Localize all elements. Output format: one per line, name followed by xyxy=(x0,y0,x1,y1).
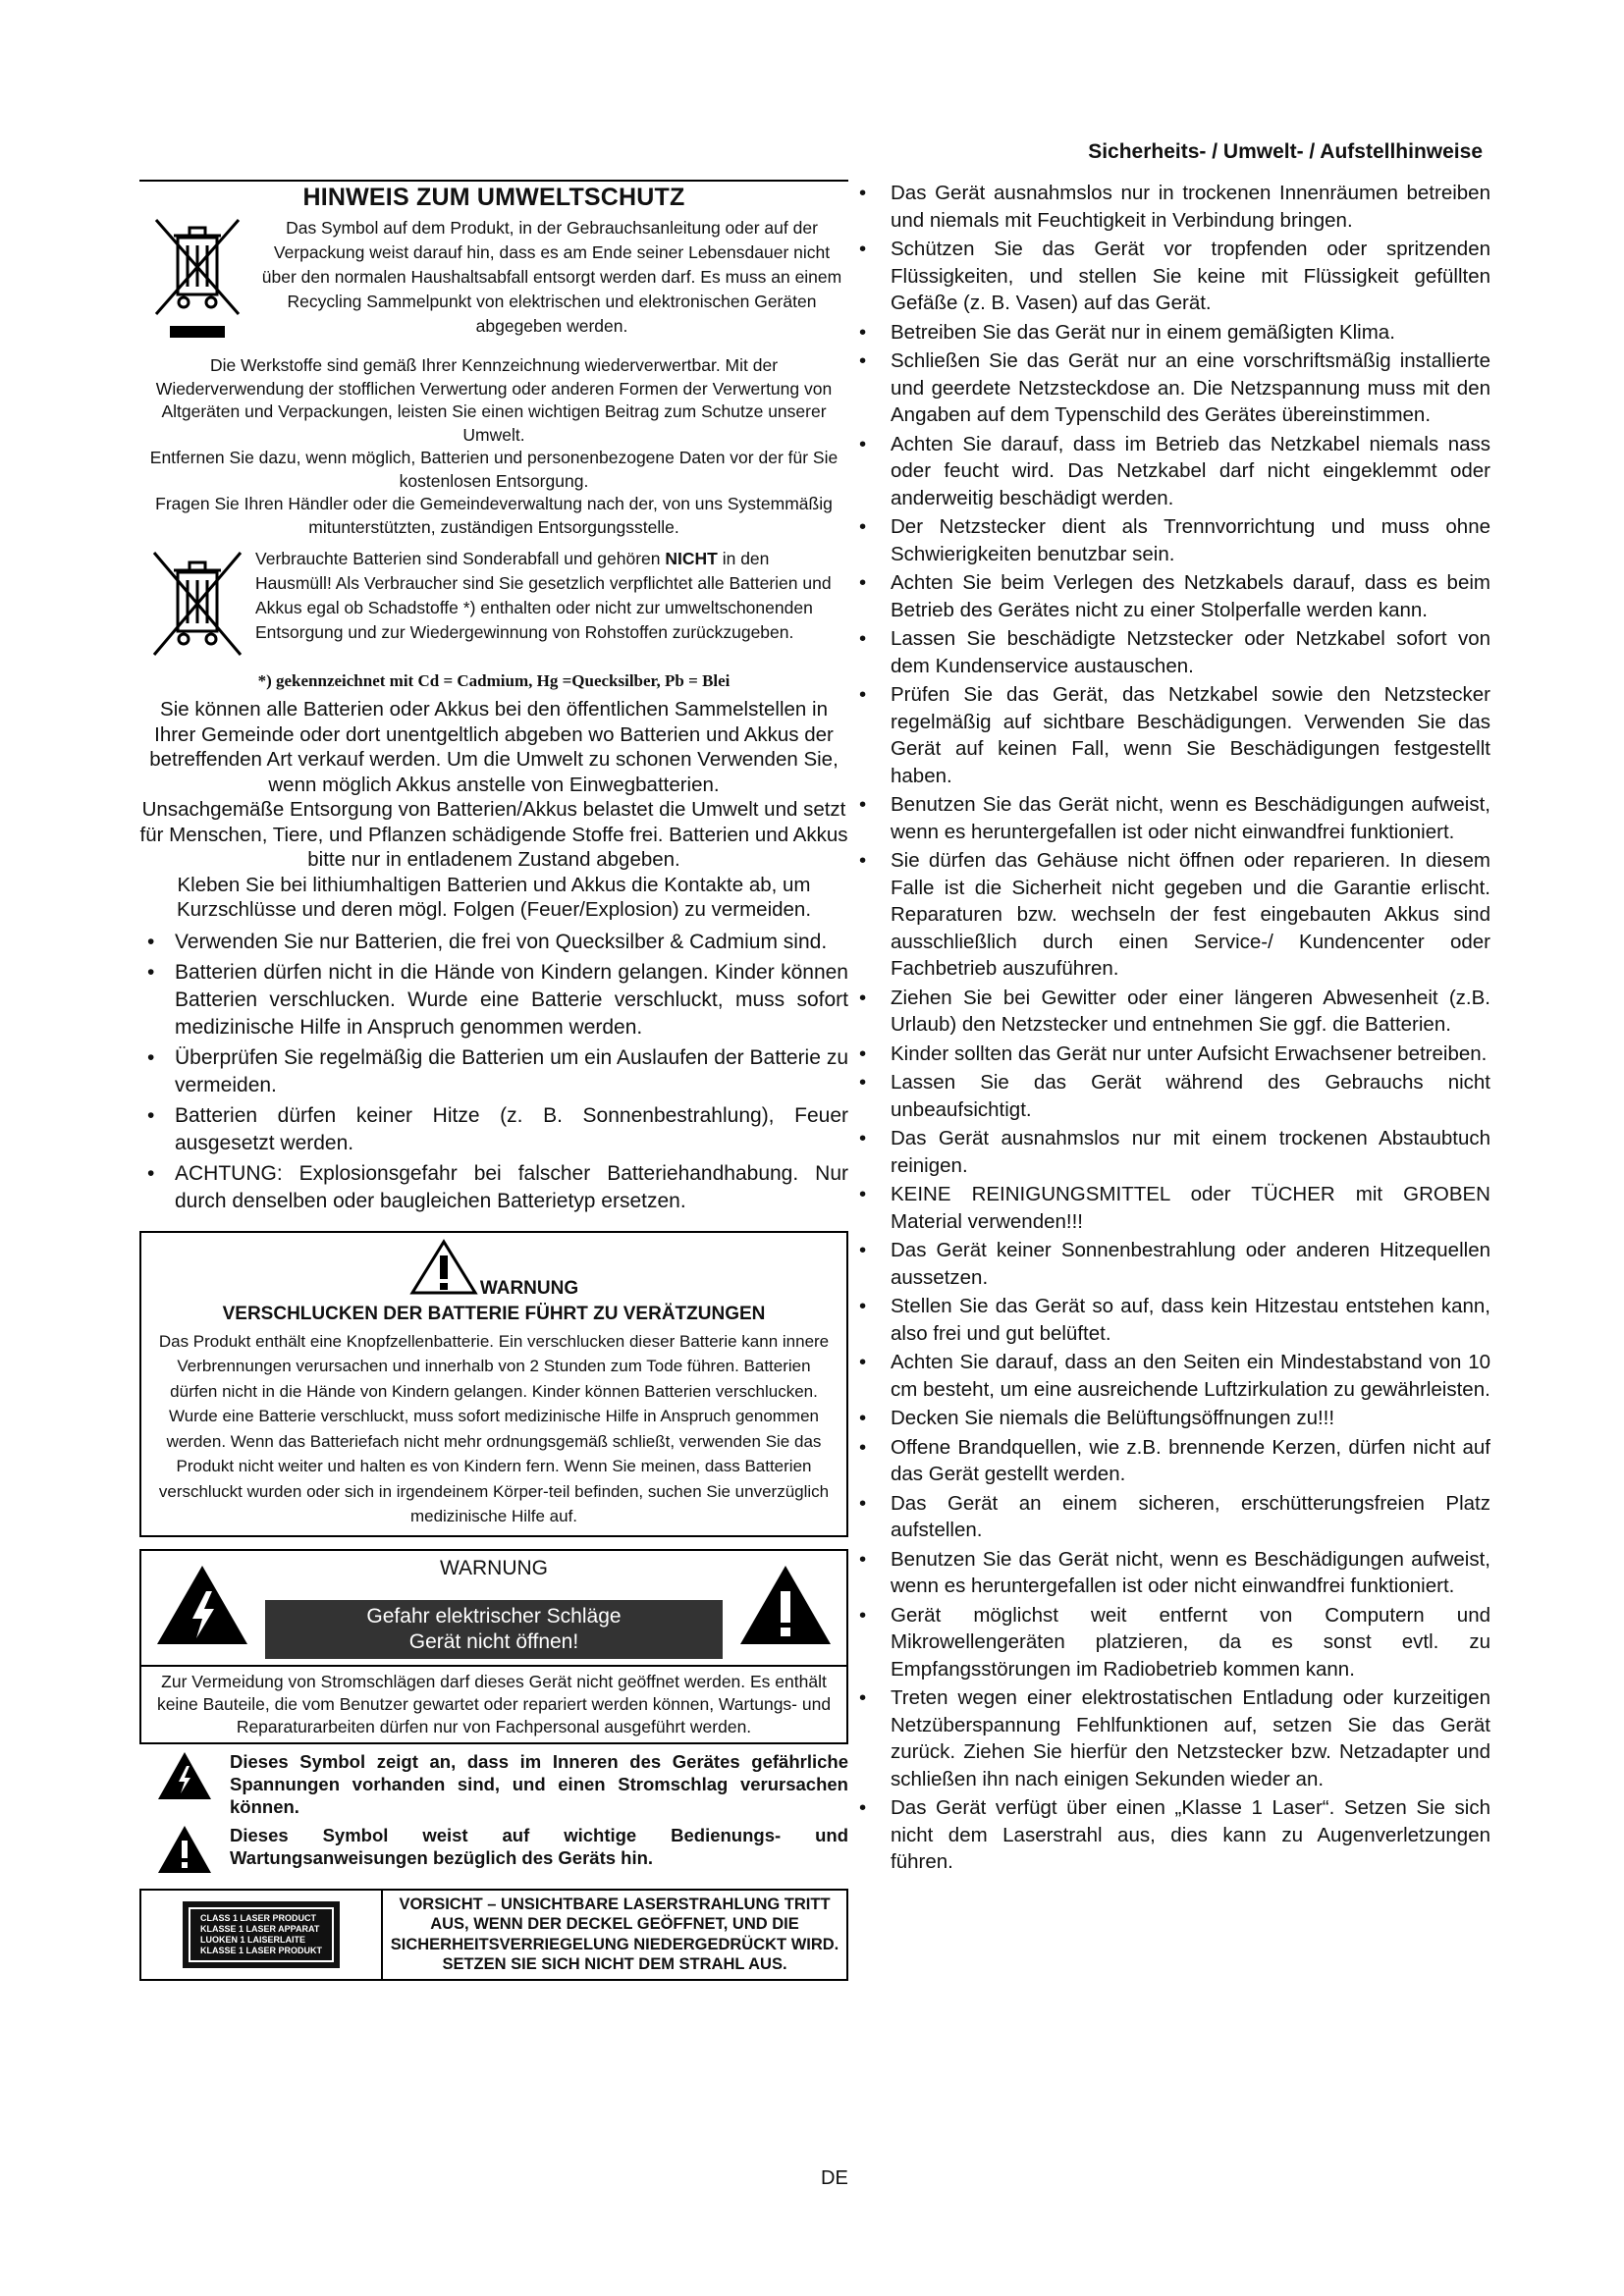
improper-disposal-text: Unsachgemäße Entsorgung von Batterien/Akkus belastet die Umwelt und setzt für Menschen, Tiere, und Pflanzen schädigende Stoffe frei. Batterien und Akkus bitte nur in entladenem Zustand abgeben. xyxy=(139,798,848,871)
list-item: • Treten wegen einer elektrostatischen Entladung oder kurzeitigen Netzüberspannung Fehlfunktionen auf, setzen Sie das Gerät zurück. Ziehen Sie hierfür den Netzstecker bzw. Netzadapter und schließen ihn nach einigen Sekunden wieder an. xyxy=(857,1684,1490,1792)
battery-text-nicht: NICHT xyxy=(665,549,718,568)
list-item: • ACHTUNG: Explosionsgefahr bei falscher Batteriehandhabung. Nur durch denselben oder baugleichen Batterietyp ersetzen. xyxy=(139,1160,848,1215)
laser-label-plate xyxy=(183,1901,340,1968)
lithium-tape-text: Kleben Sie bei lithiumhaltigen Batterien und Akkus die Kontakte ab, um Kurzschlüsse und deren mögl. Folgen (Feuer/Explosion) zu vermeiden. xyxy=(176,873,812,921)
list-item: • Verwenden Sie nur Batterien, die frei von Quecksilber & Cadmium sind. xyxy=(139,929,848,956)
shock-warning-line2: Gerät nicht öffnen! xyxy=(408,1629,579,1653)
swallow-warning-box xyxy=(139,1231,848,1537)
list-item: • Benutzen Sie das Gerät nicht, wenn es Beschädigungen aufweist, wenn es heruntergefallen ist oder nicht einwandfrei funktioniert. xyxy=(857,791,1490,845)
battery-disposal-text xyxy=(255,547,848,645)
list-item: • Batterien dürfen keiner Hitze (z. B. Sonnenbestrahlung), Feuer ausgesetzt werden. xyxy=(139,1102,848,1157)
list-item: • Betreiben Sie das Gerät nur in einem gemäßigten Klima. xyxy=(857,319,1490,347)
list-item: • Gerät möglichst weit entfernt von Computern und Mikrowellengeräten platzieren, da es sonst evtl. zu Empfangsstörungen im Radiobetrieb kommen kann. xyxy=(857,1602,1490,1683)
eco-title: HINWEIS ZUM UMWELTSCHUTZ xyxy=(139,180,848,212)
list-item: • Prüfen Sie das Gerät, das Netzkabel sowie den Netzstecker regelmäßig auf sichtbare Beschädigungen. Verwenden Sie das Gerät auf keinen Fall, wenn Sie Beschädigungen festgestellt haben. xyxy=(857,681,1490,789)
weee-text: Das Symbol auf dem Produkt, in der Gebrauchsanleitung oder auf der Verpackung weist darauf hin, dass es am Ende seiner Lebensdauer nicht über den normalen Haushaltsabfall entsorgt werden darf. Es muss an einem Recycling Sammelpunkt von elektrischen und elektronischen Geräten abgegeben werden. xyxy=(261,218,842,336)
dealer-text: Fragen Sie Ihren Händler oder die Gemeindeverwaltung nach der, von uns Systemmäßig mitunterstützten, zuständigen Entsorgungsstelle. xyxy=(155,494,833,537)
list-item: • Das Gerät ausnahmslos nur in trockenen Innenräumen betreiben und niemals mit Feuchtigkeit in Verbindung bringen. xyxy=(857,180,1490,234)
page-language-code: DE xyxy=(821,2167,848,2189)
swallow-warning-headline: VERSCHLUCKEN DER BATTERIE FÜHRT ZU VERÄTZUNGEN xyxy=(222,1303,766,1324)
shock-warning-title: WARNUNG xyxy=(439,1556,549,1579)
list-item: • Batterien dürfen nicht in die Hände von Kindern gelangen. Kinder können Batterien verschlucken. Wurde eine Batterie verschluckt, muss sofort medizinische Hilfe in Anspruch genommen werden. xyxy=(139,959,848,1041)
list-item: • Kinder sollten das Gerät nur unter Aufsicht Erwachsener betreiben. xyxy=(857,1041,1490,1068)
recycling-text: Die Werkstoffe sind gemäß Ihrer Kennzeichnung wiederverwertbar. Mit der Wiederverwendung der stofflichen Verwertung oder anderen Formen der Verwertung von Altgeräten und Verpackungen, leisten Sie einen wichtigen Beitrag zum Schutze unserer Umwelt. xyxy=(155,355,833,445)
list-item: • Der Netzstecker dient als Trennvorrichtung und muss ohne Schwierigkeiten benutzbar sein. xyxy=(857,513,1490,567)
shock-warning-banner xyxy=(265,1600,723,1659)
list-item: • Das Gerät ausnahmslos nur mit einem trockenen Abstaubtuch reinigen. xyxy=(857,1125,1490,1179)
battery-text-part1: Verbrauchte Batterien sind Sonderabfall und gehören xyxy=(255,549,666,568)
lightning-triangle-icon xyxy=(139,1750,230,1801)
list-item: • Schützen Sie das Gerät vor tropfenden oder spritzenden Flüssigkeiten, und stellen Sie keine mit Flüssigkeit gefüllten Gefäße (z. B. Vasen) auf das Gerät. xyxy=(857,236,1490,317)
exclamation-triangle-icon xyxy=(409,1239,478,1302)
list-item: • Offene Brandquellen, wie z.B. brennende Kerzen, dürfen nicht auf das Gerät gestellt werden. xyxy=(857,1434,1490,1488)
laser-label-line: LUOKEN 1 LAISERLAITE xyxy=(199,1934,305,1945)
list-item: • Achten Sie darauf, dass im Betrieb das Netzkabel niemals nass oder feucht wird. Das Netzkabel darf nicht eingeklemmt oder anderweitig beschädigt werden. xyxy=(857,431,1490,512)
battery-bullet-list xyxy=(139,929,848,1215)
list-item: • Ziehen Sie bei Gewitter oder einer längeren Abwesenheit (z.B. Urlaub) den Netzstecker und entnehmen Sie ggf. die Batterien. xyxy=(857,985,1490,1039)
list-item: • Das Gerät verfügt über einen „Klasse 1 Laser“. Setzen Sie sich nicht dem Laserstrahl aus, dies kann zu Augenverletzungen führen. xyxy=(857,1794,1490,1876)
symbol-exclamation-text: Dieses Symbol weist auf wichtige Bedienungs- und Wartungsanweisungen bezüglich des Geräts hin. xyxy=(230,1824,848,1868)
data-removal-text: Entfernen Sie dazu, wenn möglich, Batterien und personenbezogene Daten vor der für Sie kostenlosen Entsorgung. xyxy=(149,448,839,491)
list-item: • Achten Sie darauf, dass an den Seiten ein Mindestabstand von 10 cm besteht, um eine ausreichende Luftzirkulation zu gewährleisten. xyxy=(857,1349,1490,1403)
exclamation-triangle-icon xyxy=(139,1824,230,1875)
weee-section xyxy=(139,216,848,350)
list-item: • Das Gerät an einem sicheren, erschütterungsfreien Platz aufstellen. xyxy=(857,1490,1490,1544)
swallow-warning-body: Das Produkt enthält eine Knopfzellenbatterie. Ein verschlucken dieser Batterie kann innere Verbrennungen verursachen und innerhalb von 2 Stunden zum Tode führen. Batterien dürfen nicht in die Hände von Kindern gelangen. Kinder können Batterien verschlucken. Wurde eine Batterie verschluckt, muss sofort medizinische Hilfe in Anspruch genommen werden. Wenn das Batteriefach nicht mehr ordnungsgemäß schließt, verwenden Sie das Produkt nicht weiter und halten es von Kindern fern. Wenn Sie meinen, dass Batterien verschluckt wurden oder sich in irgendeinem Körper-teil befinden, suchen Sie unverzüglich medizinische Hilfe auf. xyxy=(158,1331,830,1525)
laser-label-line: CLASS 1 LASER PRODUCT xyxy=(199,1912,316,1923)
weee-icon xyxy=(139,216,255,350)
battery-disposal-section xyxy=(139,547,848,667)
symbol-explanation-exclamation xyxy=(139,1824,848,1875)
laser-label-line: KLASSE 1 LASER APPARAT xyxy=(199,1923,320,1934)
shock-warning-top xyxy=(141,1551,846,1665)
shock-warning-line1: Gefahr elektrischer Schläge xyxy=(366,1604,622,1628)
shock-warning-box xyxy=(139,1549,848,1744)
list-item: • Das Gerät keiner Sonnenbestrahlung oder anderen Hitzequellen aussetzen. xyxy=(857,1237,1490,1291)
battery-chemicals-note: *) gekennzeichnet mit Cd = Cadmium, Hg =Quecksilber, Pb = Blei xyxy=(257,671,731,690)
symbol-explanation-lightning xyxy=(139,1750,848,1818)
list-item: • Schließen Sie das Gerät nur an eine vorschriftsmäßig installierte und geerdete Netzsteckdose an. Die Netzspannung muss mit den Angaben auf dem Typenschild des Gerätes übereinstimmen. xyxy=(857,347,1490,429)
battery-bin-icon xyxy=(139,547,255,667)
list-item: • Lassen Sie das Gerät während des Gebrauchs nicht unbeaufsichtigt. xyxy=(857,1069,1490,1123)
list-item: • Benutzen Sie das Gerät nicht, wenn es Beschädigungen aufweist, wenn es heruntergefallen ist oder nicht einwandfrei funktioniert. xyxy=(857,1546,1490,1600)
right-column xyxy=(857,180,1490,1878)
exclamation-triangle-icon xyxy=(736,1562,835,1653)
list-item: • Decken Sie niemals die Belüftungsöffnungen zu!!! xyxy=(857,1405,1490,1432)
list-item: • Überprüfen Sie regelmäßig die Batterien um ein Auslaufen der Batterie zu vermeiden. xyxy=(139,1044,848,1099)
battery-text-part2: in den Hausmüll! Als Verbraucher sind Sie gesetzlich verpflichtet alle Batterien und Akkus egal ob Schadstoffe *) enthalten oder nicht zur umweltschonenden Entsorgung und zur Wiedergewinnung von Rohstoffen zurückzugeben. xyxy=(255,549,832,642)
list-item: • Sie dürfen das Gehäuse nicht öffnen oder reparieren. In diesem Falle ist die Sicherheit nicht gegeben und die Garantie erlischt. Reparaturen bzw. wechseln der fest eingebauten Akkus sind ausschließlich durch einen Service-/ Kundencenter oder Fachbetrieb auszuführen. xyxy=(857,847,1490,983)
swallow-warning-header xyxy=(153,1239,835,1302)
laser-warning-text: VORSICHT – UNSICHTBARE LASERSTRAHLUNG TRITT AUS, WENN DER DECKEL GEÖFFNET, UND DIE SICHERHEITSVERRIEGELUNG NIEDERGEDRÜCKT WIRD. SETZEN SIE SICH NICHT DEM STRAHL AUS. xyxy=(390,1895,839,1973)
collection-point-text: Sie können alle Batterien oder Akkus bei den öffentlichen Sammelstellen in Ihrer Gemeinde oder dort unentgeltlich abgeben wo Batterien und Akkus der betreffenden Art verkauf werden. Um die Umwelt zu schonen Verwenden Sie, wenn möglich Akkus anstelle von Einwegbatterien. xyxy=(149,698,839,796)
safety-bullet-list xyxy=(857,180,1490,1876)
list-item: • KEINE REINIGUNGSMITTEL oder TÜCHER mit GROBEN Material verwenden!!! xyxy=(857,1181,1490,1235)
lightning-triangle-icon xyxy=(153,1562,251,1653)
list-item: • Lassen Sie beschädigte Netzstecker oder Netzkabel sofort von dem Kundenservice austauschen. xyxy=(857,625,1490,679)
left-column xyxy=(139,180,848,1981)
list-item: • Stellen Sie das Gerät so auf, dass kein Hitzestau entstehen kann, also frei und gut belüftet. xyxy=(857,1293,1490,1347)
laser-label-line: KLASSE 1 LASER PRODUKT xyxy=(199,1945,322,1955)
swallow-warning-label: WARNUNG xyxy=(479,1277,579,1299)
laser-warning-box xyxy=(139,1889,848,1981)
list-item: • Achten Sie beim Verlegen des Netzkabels darauf, dass es beim Betrieb des Gerätes nicht zu einer Stolperfalle werden kann. xyxy=(857,569,1490,623)
shock-warning-center xyxy=(251,1557,736,1659)
laser-class-label xyxy=(141,1891,383,1979)
shock-warning-body: Zur Vermeidung von Stromschlägen darf dieses Gerät nicht geöffnet werden. Es enthält keine Bauteile, die vom Benutzer gewartet oder repariert werden können, Wartungs- und Reparaturarbeiten dürfen nur von Fachpersonal ausgeführt werden. xyxy=(141,1665,846,1742)
page-header-title: Sicherheits- / Umwelt- / Aufstellhinweise xyxy=(1088,140,1483,163)
symbol-lightning-text: Dieses Symbol zeigt an, dass im Inneren des Gerätes gefährliche Spannungen vorhanden sind, und einen Stromschlag verursachen können. xyxy=(230,1750,848,1817)
